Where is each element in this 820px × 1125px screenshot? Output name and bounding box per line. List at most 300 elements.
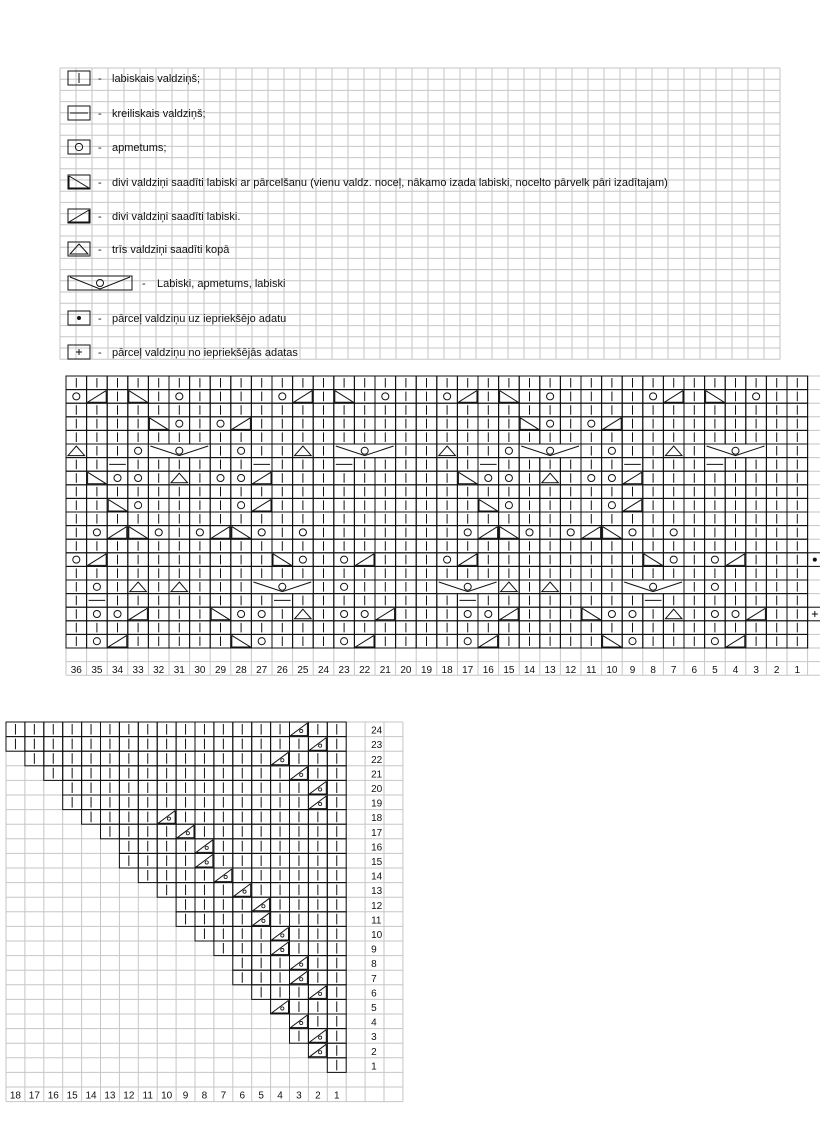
chart-cell [663,430,684,444]
chart-cell [87,526,108,540]
triangle-cell [63,766,82,781]
chart-cell [128,526,149,540]
chart-cell [272,621,293,635]
chart-cell [313,390,334,404]
chart-cell [396,390,417,404]
chart-cell [210,471,231,485]
chart-cell [499,390,520,404]
stitch-number: 23 [338,665,350,677]
chart-cell [725,471,746,485]
chart-cell [663,403,684,417]
chart-cell [725,512,746,526]
chart-cell [766,512,787,526]
stitch-number: 1 [333,1090,340,1102]
chart-cell [87,512,108,526]
chart-cell [272,526,293,540]
legend-label: pārceļ valdziņu uz iepriekšējo adatu [112,313,287,325]
triangle-cell [252,795,271,810]
triangle-cell [119,751,138,766]
knit-yo-knit-mark [705,444,767,458]
chart-cell [746,607,767,621]
chart-cell [169,390,190,404]
chart-cell [602,471,623,485]
chart-cell [107,430,128,444]
legend-separator: - [98,244,102,256]
chart-cell [354,376,375,390]
chart-cell [87,485,108,499]
chart-cell [313,580,334,594]
triangle-cell [271,926,290,941]
chart-cell [643,498,664,512]
triangle-cell [195,722,214,737]
chart-cell [293,566,314,580]
chart-cell [169,634,190,648]
triangle-cell [308,897,327,912]
chart-cell [66,403,87,417]
chart-cell [725,390,746,404]
chart-cell [169,430,190,444]
triangle-cell [138,737,157,752]
chart-cell [705,498,726,512]
chart-cell [787,471,808,485]
chart-cell [107,444,128,458]
triangle-cell [195,839,214,854]
stitch-number: 25 [297,665,309,677]
chart-cell [272,430,293,444]
row-number: 8 [371,959,377,971]
chart-cell [540,526,561,540]
chart-cell [107,580,128,594]
legend-item-ssk [68,175,668,189]
chart-cell [560,526,581,540]
row-number: 16 [371,842,383,854]
triangle-cell [195,897,214,912]
triangle-cell [214,780,233,795]
stitch-number: 27 [256,665,268,677]
triangle-cell [271,941,290,956]
chart-cell [457,403,478,417]
stitch-number: 20 [400,665,412,677]
chart-cell [313,417,334,431]
chart-cell [478,607,499,621]
chart-cell [128,417,149,431]
triangle-cell [138,751,157,766]
triangle-cell [290,853,309,868]
triangle-cell [271,868,290,883]
stitch-number: 18 [9,1090,22,1102]
chart-cell [499,526,520,540]
chart-cell [622,485,643,499]
chart-cell [107,621,128,635]
chart-cell [663,566,684,580]
triangle-cell [290,970,309,985]
triangle-cell [308,985,327,1000]
legend-separator: - [98,211,102,223]
chart-cell [725,634,746,648]
chart-cell [643,553,664,567]
chart-cell [148,390,169,404]
triangle-cell [252,956,271,971]
chart-cell [560,458,581,472]
chart-cell [622,566,643,580]
chart-cell [148,539,169,553]
row-number: 11 [371,915,382,927]
chart-cell [87,403,108,417]
stitch-number: 9 [182,1090,189,1102]
chart-cell [560,621,581,635]
chart-cell [66,485,87,499]
chart-cell [293,526,314,540]
chart-cell [478,621,499,635]
chart-cell [148,594,169,608]
chart-cell [375,458,396,472]
chart-cell [643,458,664,472]
triangle-cell [327,737,346,752]
chart-cell [643,471,664,485]
chart-cell [272,376,293,390]
triangle-cell [327,1043,346,1058]
chart-cell [684,485,705,499]
triangle-cell [214,839,233,854]
chart-cell [457,485,478,499]
chart-cell [581,390,602,404]
chart-cell [540,621,561,635]
chart-cell [128,390,149,404]
chart-cell [705,376,726,390]
knit-yo-knit-mark [148,444,210,458]
chart-cell [251,430,272,444]
chart-cell [725,498,746,512]
chart-cell [457,390,478,404]
chart-cell [519,485,540,499]
triangle-cell [119,824,138,839]
chart-cell [643,607,664,621]
chart-cell [622,607,643,621]
chart-cell [313,566,334,580]
chart-cell [787,512,808,526]
chart-cell [643,390,664,404]
stitch-number: 4 [277,1090,283,1102]
chart-cell [787,376,808,390]
chart-cell [499,566,520,580]
chart-cell [66,498,87,512]
chart-cell [334,634,355,648]
chart-cell [354,634,375,648]
chart-cell [87,417,108,431]
chart-cell [148,485,169,499]
chart-cell [499,458,520,472]
chart-cell [437,403,458,417]
chart-cell [746,485,767,499]
chart-cell [581,512,602,526]
triangle-cell [101,824,120,839]
chart-cell [643,417,664,431]
triangle-cell [308,780,327,795]
chart-cell [416,498,437,512]
chart-cell [602,621,623,635]
chart-cell [272,485,293,499]
triangle-cell [176,883,195,898]
chart-cell [663,498,684,512]
stitch-number: 16 [47,1090,59,1102]
chart-cell [148,553,169,567]
chart-cell [602,390,623,404]
chart-cell [210,498,231,512]
triangle-cell [271,780,290,795]
triangle-cell [327,956,346,971]
triangle-cell [119,839,138,854]
row-number: 21 [371,769,383,781]
triangle-cell [327,1029,346,1044]
triangle-cell [233,941,252,956]
chart-cell [148,526,169,540]
yarn-over-icon [68,140,90,154]
chart-cell [231,594,252,608]
stitch-number: 36 [70,665,82,677]
chart-cell [148,621,169,635]
stitch-number: 13 [544,665,556,677]
chart-cell [416,444,437,458]
chart-cell [313,594,334,608]
chart-cell [128,444,149,458]
chart-cell [107,526,128,540]
stitch-number: 9 [629,665,636,677]
chart-cell [231,417,252,431]
triangle-cell [327,810,346,825]
chart-cell [396,430,417,444]
triangle-cell [290,737,309,752]
triangle-cell [252,868,271,883]
chart-cell [375,417,396,431]
triangle-cell [82,780,101,795]
chart-cell [602,417,623,431]
triangle-cell [308,751,327,766]
chart-cell [416,594,437,608]
chart-cell [66,512,87,526]
chart-cell [231,566,252,580]
triangle-cell [308,810,327,825]
chart-cell [581,403,602,417]
row-number: 19 [371,798,383,810]
chart-cell [293,498,314,512]
chart-cell [148,498,169,512]
chart-cell [231,498,252,512]
triangle-cell [233,810,252,825]
chart-cell [313,539,334,553]
chart-cell [746,403,767,417]
chart-cell [313,553,334,567]
chart-cell [251,526,272,540]
legend-label: divi valdziņi saadīti labiski ar pārcelšanu (vienu valdz. noceļ, nākamo izada labiski, nocelto pārvelk pāri izadītajam) [112,177,668,189]
chart-cell [725,566,746,580]
chart-cell [478,471,499,485]
chart-cell [725,539,746,553]
triangle-cell [252,766,271,781]
triangle-cell [308,941,327,956]
chart-cell [87,607,108,621]
triangle-cell [25,722,44,737]
triangle-cell [138,795,157,810]
triangle-cell [82,810,101,825]
triangle-cell [308,839,327,854]
triangle-cell [233,926,252,941]
triangle-cell [119,810,138,825]
chart-cell [684,403,705,417]
chart-cell [107,594,128,608]
triangle-cell [195,810,214,825]
chart-cell [643,512,664,526]
chart-cell [66,580,87,594]
triangle-cell [290,985,309,1000]
chart-cell [437,512,458,526]
chart-cell [354,553,375,567]
triangle-cell [101,795,120,810]
chart-cell [313,376,334,390]
chart-cell [560,430,581,444]
stitch-number: 11 [586,665,597,677]
triangle-cell [176,897,195,912]
chart-cell [251,485,272,499]
chart-cell [313,634,334,648]
chart-cell [684,566,705,580]
chart-cell [272,566,293,580]
triangle-cell [119,853,138,868]
triangle-cell [119,780,138,795]
chart-cell [66,566,87,580]
chart-cell [87,566,108,580]
triangle-cell [157,737,176,752]
chart-cell [684,430,705,444]
chart-cell [87,580,108,594]
triangle-cell [157,810,176,825]
chart-cell [107,566,128,580]
chart-cell [87,634,108,648]
chart-cell [293,539,314,553]
chart-cell [313,607,334,621]
chart-cell [272,471,293,485]
stitch-number: 3 [296,1090,302,1102]
triangle-cell [327,970,346,985]
legend-label: pārceļ valdziņu no iepriekšējās adatas [112,347,298,359]
chart-cell [478,458,499,472]
chart-cell [375,539,396,553]
chart-cell [602,498,623,512]
triangle-cell [195,780,214,795]
chart-cell [190,553,211,567]
chart-cell [293,634,314,648]
chart-cell [540,417,561,431]
triangle-cell [195,853,214,868]
chart-cell [643,634,664,648]
chart-cell [478,498,499,512]
chart-cell [210,444,231,458]
chart-cell [169,566,190,580]
chart-cell [148,417,169,431]
knit-yo-knit-icon [68,276,132,290]
chart-cell [684,526,705,540]
chart-cell [643,403,664,417]
chart-cell [684,634,705,648]
chart-cell [375,607,396,621]
chart-cell [334,621,355,635]
chart-cell [313,444,334,458]
chart-cell [622,417,643,431]
chart-cell [66,471,87,485]
chart-cell [663,376,684,390]
stitch-number: 33 [132,665,144,677]
chart-cell [787,526,808,540]
chart-cell [87,444,108,458]
chart-cell [354,485,375,499]
chart-cell [313,498,334,512]
row-number: 5 [371,1003,377,1014]
chart-cell [251,376,272,390]
triangle-cell [214,751,233,766]
chart-cell [519,539,540,553]
chart-cell [231,512,252,526]
chart-cell [272,444,293,458]
triangle-cell [214,853,233,868]
chart-cell [210,390,231,404]
chart-cell [354,512,375,526]
chart-cell [313,458,334,472]
chart-cell [416,621,437,635]
chart-cell [148,580,169,594]
chart-cell [272,512,293,526]
chart-cell [519,580,540,594]
legend [68,71,668,359]
chart-cell [375,471,396,485]
chart-cell [87,376,108,390]
triangle-cell [308,926,327,941]
triangle-cell [138,868,157,883]
chart-cell [66,444,87,458]
chart-cell [416,566,437,580]
stitch-number: 7 [670,665,677,677]
chart-cell [313,471,334,485]
chart-cell [581,458,602,472]
chart-cell [416,580,437,594]
chart-cell [478,417,499,431]
chart-cell [560,403,581,417]
chart-cell [128,580,149,594]
chart-cell [169,594,190,608]
chart-cell [334,430,355,444]
chart-cell [354,621,375,635]
chart-cell [293,430,314,444]
triangle-cell [290,722,309,737]
chart-cell [499,621,520,635]
row-number: 2 [371,1046,377,1058]
chart-cell [169,498,190,512]
chart-cell [437,485,458,499]
chart-cell [705,417,726,431]
chart-cell [457,539,478,553]
chart-cell [148,634,169,648]
chart-cell [128,498,149,512]
chart-cell [766,390,787,404]
chart-cell [313,430,334,444]
chart-cell [169,580,190,594]
chart-cell [457,458,478,472]
row-number: 14 [371,871,383,883]
chart-cell [251,566,272,580]
triangle-cell [101,810,120,825]
chart-cell [663,634,684,648]
row-number: 12 [371,900,383,912]
triangle-cell [271,853,290,868]
chart-cell [437,376,458,390]
